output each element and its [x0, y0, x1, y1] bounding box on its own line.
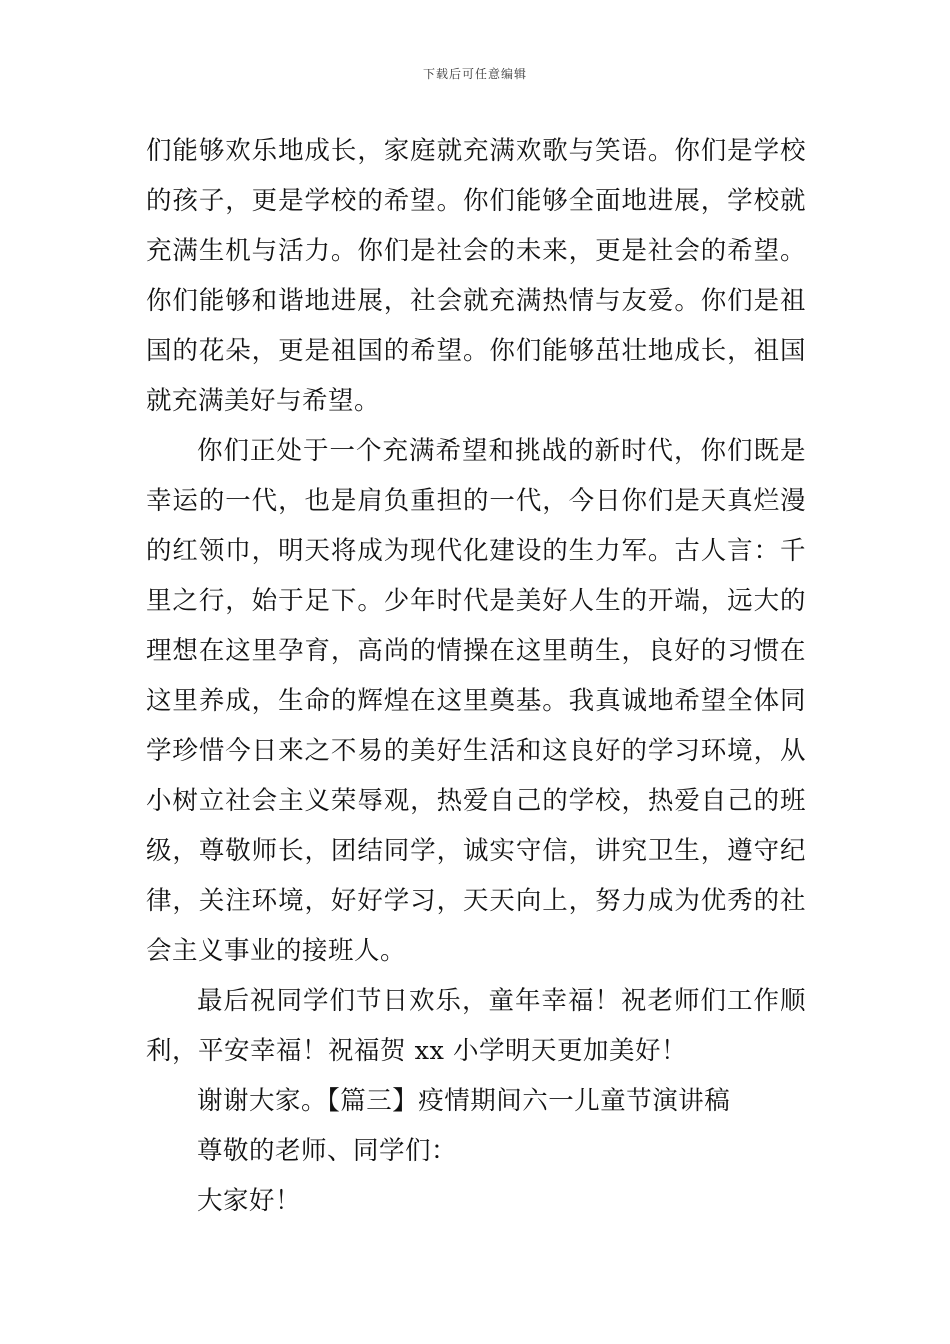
document-body: [146, 126, 806, 1226]
text-line: 尊敬的老师、同学们：: [197, 1136, 458, 1166]
text-line: 级，尊敬师长，团结同学，诚实守信，讲究卫生，遵守纪: [146, 836, 806, 866]
text-line: 小树立社会主义荣辱观，热爱自己的学校，热爱自己的班: [146, 786, 806, 816]
text-line: 大家好！: [197, 1186, 302, 1216]
text-line: 学珍惜今日来之不易的美好生活和这良好的学习环境，从: [146, 736, 806, 766]
text-line: 律，关注环境，好好学习，天天向上，努力成为优秀的社: [146, 886, 806, 916]
text-line: 会主义事业的接班人。: [146, 936, 407, 966]
page-header: 下载后可任意编辑: [422, 67, 527, 81]
text-line: 最后祝同学们节日欢乐，童年幸福！祝老师们工作顺: [197, 986, 806, 1016]
text-line: 就充满美好与希望。: [146, 386, 381, 416]
text-line: 国的花朵，更是祖国的希望。你们能够茁壮地成长，祖国: [146, 336, 806, 366]
text-line: 这里养成，生命的辉煌在这里奠基。我真诚地希望全体同: [146, 686, 806, 716]
text-line: 理想在这里孕育，高尚的情操在这里萌生，良好的习惯在: [146, 636, 806, 666]
text-line: 谢谢大家。【篇三】疫情期间六一儿童节演讲稿: [197, 1086, 731, 1116]
text-line: 你们能够和谐地进展，社会就充满热情与友爱。你们是祖: [146, 286, 806, 316]
text-line: 里之行，始于足下。少年时代是美好人生的开端，远大的: [146, 586, 806, 616]
text-line: 你们正处于一个充满希望和挑战的新时代，你们既是: [197, 436, 806, 466]
text-line: 们能够欢乐地成长，家庭就充满欢歌与笑语。你们是学校: [146, 136, 806, 166]
text-line: 的红领巾，明天将成为现代化建设的生力军。古人言：千: [146, 536, 806, 566]
text-line: 充满生机与活力。你们是社会的未来，更是社会的希望。: [146, 236, 806, 266]
text-line: 的孩子，更是学校的希望。你们能够全面地进展，学校就: [146, 186, 806, 216]
text-line: 幸运的一代，也是肩负重担的一代，今日你们是天真烂漫: [146, 486, 806, 516]
text-line: 利，平安幸福！祝福贺 xx 小学明天更加美好！: [146, 1036, 687, 1066]
